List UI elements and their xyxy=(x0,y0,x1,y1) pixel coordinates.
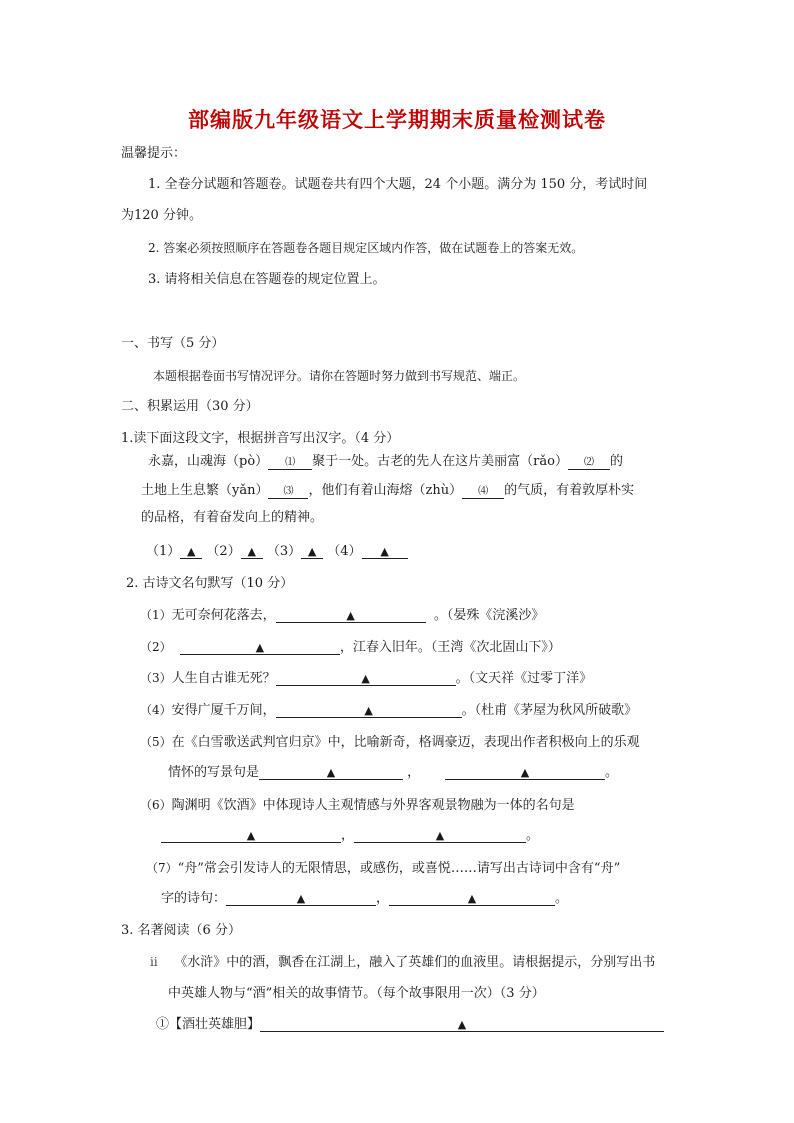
q1-blank-4: ⑷ xyxy=(462,483,504,499)
q2-blank-1[interactable]: ▲ xyxy=(276,607,426,623)
q1-passage-line-2: 土地上生息繁（yǎn） ⑶ ，他们有着山海熔（zhù） ⑷ 的气质，有着敦厚朴实 xyxy=(141,483,635,498)
q1-blank-3: ⑶ xyxy=(268,483,308,499)
q2-stem: 2. 古诗文名句默写（10 分） xyxy=(126,576,294,591)
notice-item-1-cont: 为120 分钟。 xyxy=(121,208,202,223)
q1-stem: 1.读下面这段文字，根据拼音写出汉字。（4 分） xyxy=(121,431,400,446)
notice-item-2: 2. 答案必须按照顺序在答题卷各题目规定区域内作答，做在试题卷上的答案无效。 xyxy=(148,241,584,255)
q3-bullet: ⅱ xyxy=(150,955,158,969)
notice-heading: 温馨提示： xyxy=(121,146,187,161)
q2-item-5-cont: 情怀的写景句是 ▲ ， ▲ 。 xyxy=(168,765,618,780)
q3-item-1: ①【酒壮英雄胆】 ▲ xyxy=(156,1016,664,1034)
page-title: 部编版九年级语文上学期期末质量检测试卷 xyxy=(188,108,606,132)
q3-blank-1[interactable]: ▲ xyxy=(260,1016,664,1032)
q2-blank-7a[interactable]: ▲ xyxy=(226,890,376,906)
q1-blank-2: ⑵ xyxy=(568,454,610,470)
q2-item-6-cont: ▲ ， ▲ 。 xyxy=(161,827,539,845)
q2-blank-6b[interactable]: ▲ xyxy=(354,827,526,843)
q1-answer-row: （1） ▲ （2） ▲ （3） ▲ （4） ▲ xyxy=(146,543,408,561)
q1-answer-1[interactable]: ▲ xyxy=(180,543,202,559)
q2-blank-5a[interactable]: ▲ xyxy=(259,764,403,780)
q2-item-1: （1）无可奈何花落去， ▲ 。（晏殊《浣溪沙》 xyxy=(140,608,545,623)
q1-passage-line-3: 的品格，有着奋发向上的精神。 xyxy=(141,510,324,525)
q1-passage-line-1: 永嘉，山魂海（pò） ⑴ 聚于一处。古老的先人在这片美丽富（rǎo） ⑵ 的 xyxy=(148,454,623,469)
q3-paragraph-cont: 中英雄人物与“酒”相关的故事情节。（每个故事限用一次）（3 分） xyxy=(168,986,545,1001)
q2-blank-6a[interactable]: ▲ xyxy=(161,827,341,843)
notice-item-1: 1. 全卷分试题和答题卷。试题卷共有四个大题，24 个小题。满分为 150 分，考试时间 xyxy=(148,177,648,192)
section-1-heading: 一、书写（5 分） xyxy=(121,336,225,351)
q3-paragraph: ⅱ 《水浒》中的酒，飘香在江湖上，融入了英雄们的血液里。请根据提示，分别写出书 xyxy=(150,955,656,970)
q2-blank-2[interactable]: ▲ xyxy=(180,639,340,655)
q1-answer-2[interactable]: ▲ xyxy=(241,543,263,559)
q2-blank-7b[interactable]: ▲ xyxy=(389,890,555,906)
q1-blank-1: ⑴ xyxy=(268,454,312,470)
q2-item-7-cont: 字的诗句： ▲ ， ▲ 。 xyxy=(161,891,569,906)
q2-item-2: （2） ▲ ，江春入旧年。（王湾《次北固山下》） xyxy=(140,640,561,655)
q2-blank-5b[interactable]: ▲ xyxy=(445,764,605,780)
q2-blank-3[interactable]: ▲ xyxy=(276,670,456,686)
notice-item-3: 3. 请将相关信息在答题卷的规定位置上。 xyxy=(148,272,386,287)
q1-answer-4[interactable]: ▲ xyxy=(362,543,408,559)
q1-answer-3[interactable]: ▲ xyxy=(301,543,323,559)
q3-stem: 3. 名著阅读（6 分） xyxy=(121,923,241,938)
q2-item-3: （3）人生自古谁无死？ ▲ 。（文天祥《过零丁洋》 xyxy=(140,671,593,686)
q2-item-7: （7）“舟”常会引发诗人的无限情思，或感伤，或喜悦……请写出古诗词中含有“舟” xyxy=(146,861,621,876)
section-2-heading: 二、积累运用（30 分） xyxy=(121,399,259,414)
q2-item-5: （5）在《白雪歌送武判官归京》中，比喻新奇，格调豪迈，表现出作者积极向上的乐观 xyxy=(140,735,640,750)
q2-blank-4[interactable]: ▲ xyxy=(276,702,462,718)
q2-item-4: （4）安得广厦千万间， ▲ 。（杜甫《茅屋为秋风所破歌》 xyxy=(140,703,638,718)
q2-item-6: （6）陶渊明《饮酒》中体现诗人主观情感与外界客观景物融为一体的名句是 xyxy=(140,798,575,813)
section-1-text: 本题根据卷面书写情况评分。请你在答题时努力做到书写规范、端正。 xyxy=(153,369,526,383)
